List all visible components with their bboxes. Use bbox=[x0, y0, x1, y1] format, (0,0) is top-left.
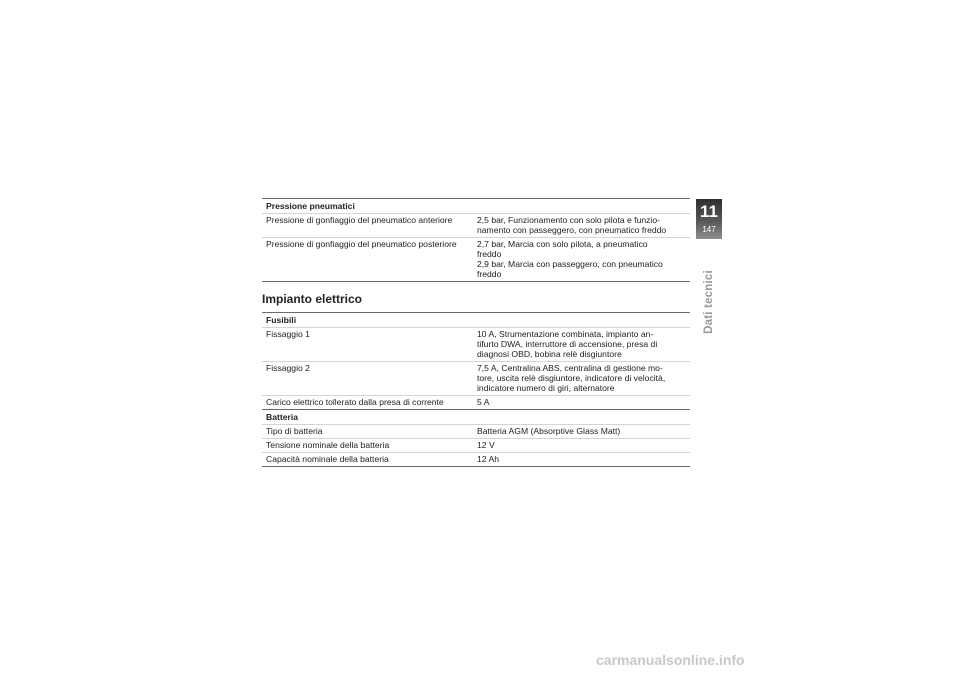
row-value: 12 Ah bbox=[473, 453, 690, 467]
row-label: Fissaggio 2 bbox=[262, 362, 473, 396]
section-heading-row bbox=[262, 313, 690, 328]
row-value: 7,5 A, Centralina ABS, centralina di gestione mo- tore, uscita relè disgiuntore, indicatore di velocità, indicatore numero di giri, alternatore bbox=[473, 362, 690, 396]
battery-table bbox=[262, 409, 690, 467]
table-row bbox=[262, 328, 690, 362]
row-label: Pressione di gonfiaggio del pneumatico posteriore bbox=[262, 238, 473, 282]
page-number: 147 bbox=[702, 225, 716, 234]
fuses-heading: Fusibili bbox=[266, 315, 297, 325]
manual-page-content bbox=[262, 198, 690, 467]
row-label: Capacità nominale della batteria bbox=[262, 453, 473, 467]
section-title: Impianto elettrico bbox=[262, 292, 363, 306]
table-row bbox=[262, 453, 690, 467]
chapter-number: 11 bbox=[700, 202, 718, 221]
table-row bbox=[262, 396, 690, 410]
row-value: Batteria AGM (Absorptive Glass Matt) bbox=[473, 425, 690, 439]
section-heading-row bbox=[262, 410, 690, 425]
row-label: Pressione di gonfiaggio del pneumatico anteriore bbox=[262, 214, 473, 238]
table-row bbox=[262, 214, 690, 238]
row-label: Fissaggio 1 bbox=[262, 328, 473, 362]
row-value: 12 V bbox=[473, 439, 690, 453]
row-value: 2,7 bar, Marcia con solo pilota, a pneumatico freddo 2,9 bar, Marcia con passeggero, con pneumatico freddo bbox=[473, 238, 690, 282]
table-row bbox=[262, 439, 690, 453]
battery-heading: Batteria bbox=[266, 412, 298, 422]
row-value: 5 A bbox=[473, 396, 690, 410]
chapter-side-label: Dati tecnici bbox=[703, 270, 715, 334]
row-value: 2,5 bar, Funzionamento con solo pilota e funzio- namento con passeggero, con pneumatico freddo bbox=[473, 214, 690, 238]
row-label: Tensione nominale della batteria bbox=[262, 439, 473, 453]
fuses-table bbox=[262, 312, 690, 409]
row-value: 10 A, Strumentazione combinata, impianto an- tifurto DWA, interruttore di accensione, presa di diagnosi OBD, bobina relè disgiuntore bbox=[473, 328, 690, 362]
chapter-tab bbox=[696, 199, 722, 239]
row-label: Carico elettrico tollerato dalla presa di corrente bbox=[262, 396, 473, 410]
row-label: Tipo di batteria bbox=[262, 425, 473, 439]
tire-pressure-table bbox=[262, 198, 690, 282]
watermark: carmanualsonline.info bbox=[596, 652, 745, 668]
table-row bbox=[262, 425, 690, 439]
section-heading-row bbox=[262, 199, 690, 214]
table-row bbox=[262, 238, 690, 282]
tire-pressure-heading: Pressione pneumatici bbox=[266, 201, 355, 211]
table-row bbox=[262, 362, 690, 396]
